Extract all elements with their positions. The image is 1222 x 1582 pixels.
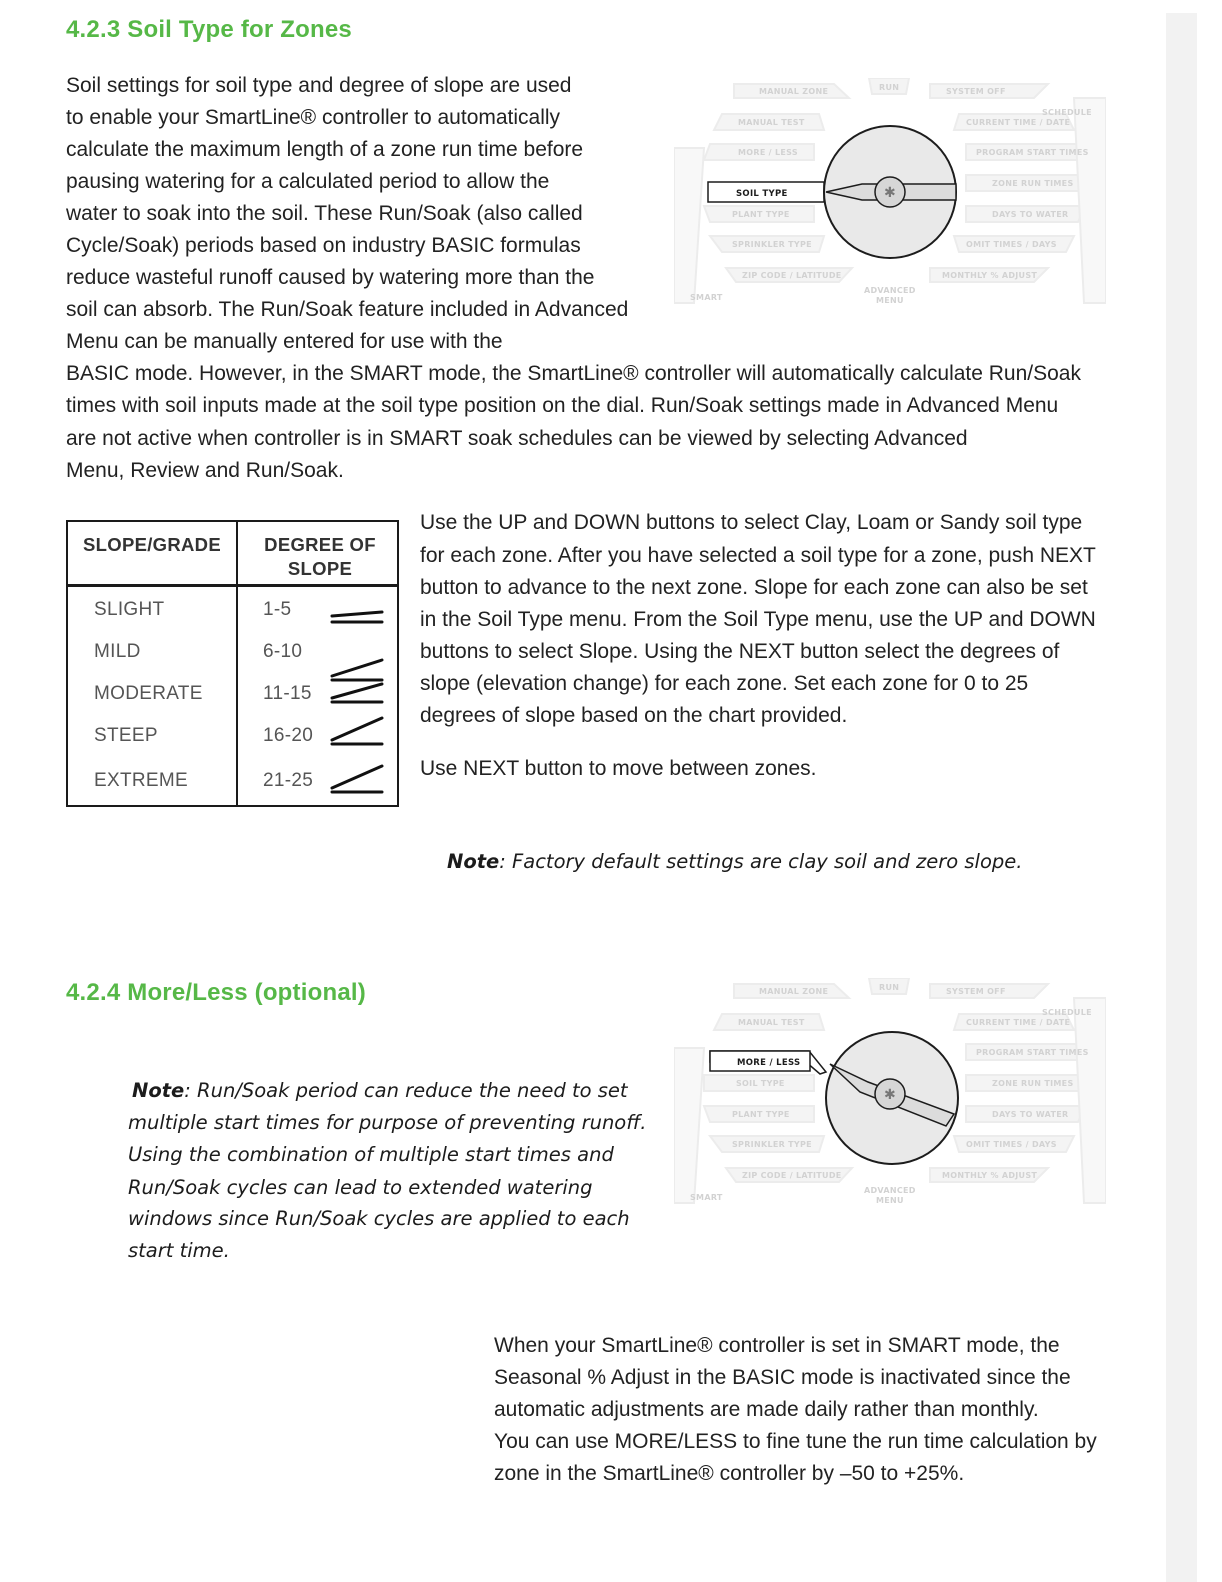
text-line: in the Soil Type menu. From the Soil Type menu, use the UP and DOWN — [420, 608, 1096, 631]
dial-label: SCHEDULE — [1042, 1008, 1092, 1017]
scrollbar-track[interactable] — [1166, 13, 1197, 1582]
text-line: Menu, Review and Run/Soak. — [66, 459, 344, 482]
table-cell-grade: STEEP — [94, 725, 158, 746]
asterisk-icon: ✱ — [884, 185, 896, 201]
dial-active-label: SOIL TYPE — [736, 189, 788, 199]
table-cell-degree: 21-25 — [263, 770, 314, 791]
table-cell-grade: MILD — [94, 641, 141, 662]
dial-label: PLANT TYPE — [732, 210, 790, 219]
text-line: start time. — [128, 1239, 230, 1262]
text-line: Using the combination of multiple start times and — [128, 1143, 614, 1166]
text-line: Cycle/Soak) periods based on industry BASIC formulas — [66, 234, 581, 257]
text-line: degrees of slope based on the chart provided. — [420, 704, 848, 727]
dial-label: SPRINKLER TYPE — [732, 1140, 812, 1149]
slope-moderate-icon — [332, 660, 382, 676]
text-line: soil can absorb. The Run/Soak feature included in Advanced — [66, 298, 629, 321]
text-line: Menu can be manually entered for use with the — [66, 330, 503, 353]
dial-label: SMART — [690, 293, 723, 302]
text-line: calculate the maximum length of a zone run time before — [66, 138, 584, 161]
table-cell-degree: 1-5 — [263, 599, 292, 620]
dial-label: SYSTEM OFF — [946, 987, 1006, 996]
text-line: Seasonal % Adjust in the BASIC mode is inactivated since the — [494, 1366, 1071, 1389]
text-line: for each zone. After you have selected a soil type for a zone, push NEXT — [420, 544, 1096, 567]
dial-label: ZONE RUN TIMES — [992, 1079, 1074, 1088]
dial-label: MONTHLY % ADJUST — [942, 1171, 1038, 1180]
text-line: to enable your SmartLine® controller to automatically — [66, 106, 561, 129]
dial-label: DAYS TO WATER — [992, 1110, 1069, 1119]
dial-label: SYSTEM OFF — [946, 87, 1006, 96]
section-heading-more-less: 4.2.4 More/Less (optional) — [66, 979, 366, 1006]
slope-steep-icon — [332, 718, 382, 740]
dial-label: ADVANCED — [864, 1186, 916, 1195]
table-cell-grade: EXTREME — [94, 770, 188, 791]
note-text: : Factory default settings are clay soil and zero slope. — [499, 850, 1023, 873]
table-cell-grade: MODERATE — [94, 683, 203, 704]
text-line: button to advance to the next zone. Slope for each zone can also be set — [420, 576, 1088, 599]
dial-label: CURRENT TIME / DATE — [966, 118, 1071, 127]
text-line: water to soak into the soil. These Run/Soak (also called — [66, 202, 583, 225]
table-cell-grade: SLIGHT — [94, 599, 165, 620]
dial-label: RUN — [879, 83, 900, 92]
dial-label: PROGRAM START TIMES — [976, 1048, 1089, 1057]
text-line: Run/Soak cycles can lead to extended watering — [128, 1176, 593, 1199]
dial-label: MENU — [876, 1196, 904, 1205]
dial-label: ZIP CODE / LATITUDE — [742, 271, 842, 280]
text-line: zone in the SmartLine® controller by –50 to +25%. — [494, 1462, 965, 1485]
text-line: When your SmartLine® controller is set in SMART mode, the — [494, 1334, 1060, 1357]
next-zone-text: Use NEXT button to move between zones. — [420, 757, 817, 780]
dial-label: MANUAL TEST — [738, 118, 805, 127]
dial-label: OMIT TIMES / DAYS — [966, 240, 1057, 249]
dial-label: DAYS TO WATER — [992, 210, 1069, 219]
table-cell-degree: 11-15 — [263, 683, 312, 704]
slope-angle-icons — [327, 598, 387, 808]
dial-label: PROGRAM START TIMES — [976, 148, 1089, 157]
text-line: buttons to select Slope. Using the NEXT button select the degrees of — [420, 640, 1060, 663]
dial-label: ADVANCED — [864, 286, 916, 295]
text-line: BASIC mode. However, in the SMART mode, the SmartLine® controller will automatically calculate Run/Soak — [66, 362, 1081, 385]
slope-table — [66, 520, 399, 807]
dial-active-label: MORE / LESS — [737, 1058, 801, 1068]
table-header-slope-grade: SLOPE/GRADE — [83, 534, 221, 555]
dial-label: MANUAL ZONE — [759, 87, 829, 96]
text-line: reduce wasteful runoff caused by watering more than the — [66, 266, 595, 289]
text-line: Soil settings for soil type and degree of slope are used — [66, 74, 572, 97]
text-line: times with soil inputs made at the soil type position on the dial. Run/Soak settings made in Advanced Menu — [66, 394, 1059, 417]
dial-label: SCHEDULE — [1042, 108, 1092, 117]
controller-dial-soil-type — [674, 78, 1106, 314]
dial-label: SMART — [690, 1193, 723, 1202]
table-cell-degree: 6-10 — [263, 641, 303, 662]
dial-label: MORE / LESS — [738, 148, 798, 157]
dial-label: MANUAL TEST — [738, 1018, 805, 1027]
section-heading-soil-type: 4.2.3 Soil Type for Zones — [66, 16, 352, 43]
dial-label: CURRENT TIME / DATE — [966, 1018, 1071, 1027]
note-label: Note — [132, 1079, 185, 1102]
text-line: are not active when controller is in SMART soak schedules can be viewed by selecting Advanced — [66, 427, 968, 450]
dial-label: SOIL TYPE — [736, 1079, 785, 1088]
table-cell-degree: 16-20 — [263, 725, 314, 746]
text-line: You can use MORE/LESS to fine tune the run time calculation by — [494, 1430, 1097, 1453]
table-header-degree-of-slope: DEGREE OF SLOPE — [264, 534, 376, 579]
text-line: Use the UP and DOWN buttons to select Clay, Loam or Sandy soil type — [420, 511, 1083, 534]
slope-slight-icon — [332, 612, 382, 616]
dial-label: MONTHLY % ADJUST — [942, 271, 1038, 280]
asterisk-icon: ✱ — [884, 1087, 896, 1103]
text-line: slope (elevation change) for each zone. Set each zone for 0 to 25 — [420, 672, 1029, 695]
dial-label: ZIP CODE / LATITUDE — [742, 1171, 842, 1180]
dial-label: ZONE RUN TIMES — [992, 179, 1074, 188]
text-line: Note: Run/Soak period can reduce the need to set — [132, 1079, 628, 1102]
dial-label: SPRINKLER TYPE — [732, 240, 812, 249]
dial-label: PLANT TYPE — [732, 1110, 790, 1119]
factory-default-note — [447, 846, 1022, 878]
text-line: multiple start times for purpose of preventing runoff. — [128, 1111, 647, 1134]
text-line: pausing watering for a calculated period to allow the — [66, 170, 550, 193]
dial-label: MENU — [876, 296, 904, 305]
controller-dial-more-less — [674, 978, 1106, 1214]
dial-label: MANUAL ZONE — [759, 987, 829, 996]
text-line: automatic adjustments are made daily rather than monthly. — [494, 1398, 1039, 1421]
slope-extreme-icon — [332, 766, 382, 788]
text-line: windows since Run/Soak cycles are applied to each — [128, 1207, 630, 1230]
dial-label: OMIT TIMES / DAYS — [966, 1140, 1057, 1149]
note-label: Note — [447, 850, 500, 873]
dial-label: RUN — [879, 983, 900, 992]
